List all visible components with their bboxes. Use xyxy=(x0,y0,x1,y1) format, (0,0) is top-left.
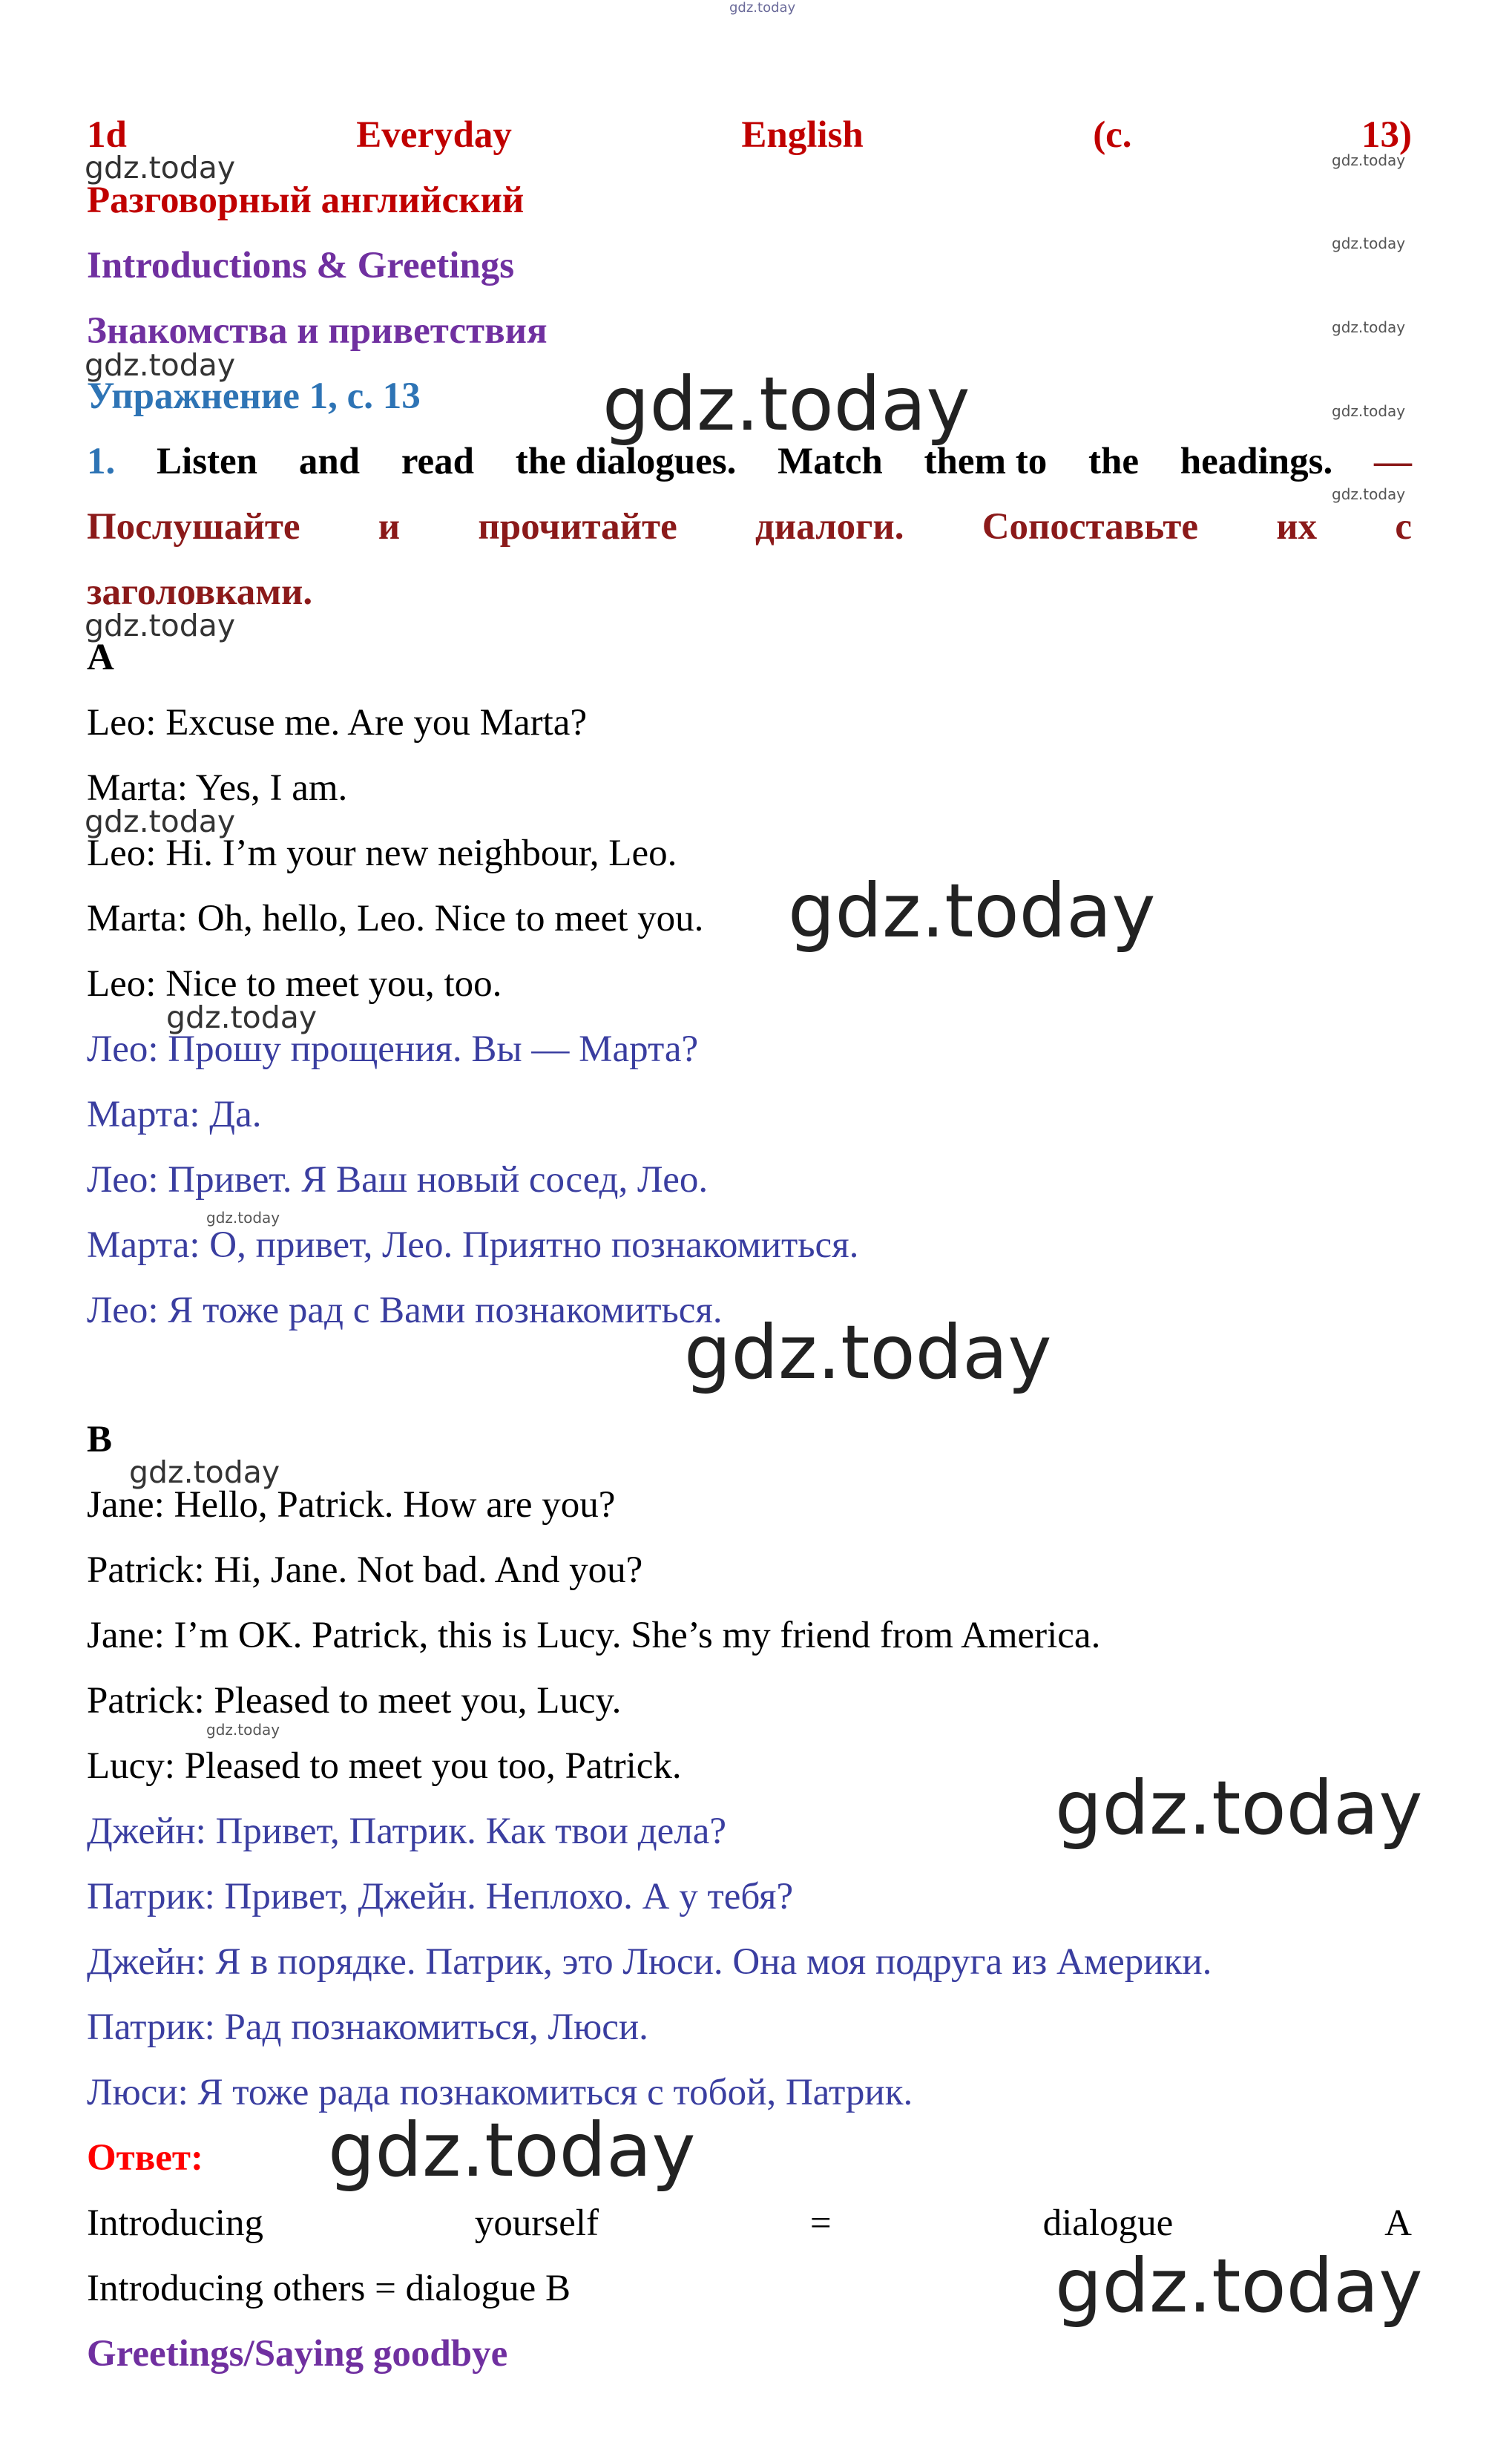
task-word: headings. xyxy=(1180,441,1333,482)
watermark: gdz.today xyxy=(85,347,236,383)
watermark: gdz.today xyxy=(1332,318,1406,336)
dialogue-b-heading: B xyxy=(87,1419,113,1460)
dialogue-line-ru: Марта: Да. xyxy=(87,1094,262,1135)
dialogue-line-ru: Патрик: Привет, Джейн. Неплохо. А у тебя? xyxy=(87,1876,794,1917)
answer-word: dialogue xyxy=(1042,2202,1174,2244)
dialogue-line-ru: Джейн: Привет, Патрик. Как твои дела? xyxy=(87,1811,726,1852)
watermark: gdz.today xyxy=(1332,234,1406,252)
dialogue-line-en: Leo: Hi. I’m your new neighbour, Leo. xyxy=(87,833,677,874)
topic-ru: Знакомства и приветствия xyxy=(87,310,548,352)
task-word: and xyxy=(298,441,361,482)
topic-en: Introductions & Greetings xyxy=(87,245,515,286)
dialogue-line-en: Jane: Hello, Patrick. How are you? xyxy=(87,1484,616,1526)
dialogue-line-en: Patrick: Pleased to meet you, Lucy. xyxy=(87,1680,622,1722)
dialogue-a-heading: A xyxy=(87,637,114,678)
task-word: с xyxy=(1395,506,1412,548)
task-word: them to xyxy=(924,441,1048,482)
watermark: gdz.today xyxy=(1055,1765,1423,1851)
watermark: gdz.today xyxy=(206,1721,280,1739)
next-section-heading: Greetings/Saying goodbye xyxy=(87,2333,508,2375)
watermark: gdz.today xyxy=(1055,2242,1423,2329)
task-word: Сопоставьте xyxy=(982,506,1198,548)
lesson-title xyxy=(87,113,1412,157)
watermark: gdz.today xyxy=(729,0,796,16)
task-word: Match xyxy=(778,441,883,482)
dialogue-line-en: Patrick: Hi, Jane. Not bad. And you? xyxy=(87,1549,643,1591)
task-word: the dialogues. xyxy=(515,441,737,482)
title-word: (с. xyxy=(1093,114,1132,156)
task-number: 1. xyxy=(87,441,116,482)
dialogue-line-ru: Джейн: Я в порядке. Патрик, это Люси. Она моя подруга из Америки. xyxy=(87,1941,1212,1983)
watermark: gdz.today xyxy=(788,867,1156,954)
watermark: gdz.today xyxy=(1332,485,1406,503)
task-ru xyxy=(87,505,1412,549)
dialogue-line-ru: Лео: Я тоже рад с Вами познакомиться. xyxy=(87,1290,723,1331)
watermark: gdz.today xyxy=(328,2107,696,2194)
watermark: gdz.today xyxy=(1332,151,1406,169)
task-dash: — xyxy=(1373,441,1412,482)
exercise-heading: Упражнение 1, с. 13 xyxy=(87,375,421,417)
task-word: прочитайте xyxy=(478,506,677,548)
dialogue-line-en: Leo: Excuse me. Are you Marta? xyxy=(87,702,588,744)
dialogue-line-ru: Марта: О, привет, Лео. Приятно познакомиться. xyxy=(87,1224,859,1266)
watermark: gdz.today xyxy=(1332,402,1406,420)
answer-word: A xyxy=(1384,2202,1412,2244)
dialogue-line-en: Leo: Nice to meet you, too. xyxy=(87,963,502,1005)
task-word: read xyxy=(401,441,475,482)
dialogue-line-ru: Лео: Привет. Я Ваш новый сосед, Лео. xyxy=(87,1159,709,1201)
watermark: gdz.today xyxy=(85,608,236,643)
task-word: их xyxy=(1276,506,1318,548)
title-word: 1d xyxy=(87,114,127,156)
task-word: the xyxy=(1088,441,1139,482)
task-ru-end: заголовками. xyxy=(87,571,313,613)
watermark: gdz.today xyxy=(85,150,236,186)
watermark: gdz.today xyxy=(206,1209,280,1227)
dialogue-line-ru: Патрик: Рад познакомиться, Люси. xyxy=(87,2007,648,2048)
answer-word: = xyxy=(809,2202,832,2244)
dialogue-line-ru: Люси: Я тоже рада познакомиться с тобой, Патрик. xyxy=(87,2072,913,2113)
watermark: gdz.today xyxy=(602,361,970,447)
watermark: gdz.today xyxy=(85,804,236,839)
task-word: и xyxy=(378,506,401,548)
watermark: gdz.today xyxy=(129,1454,280,1490)
title-word: English xyxy=(741,114,864,156)
watermark: gdz.today xyxy=(166,1000,318,1035)
answer-word: Introducing xyxy=(87,2202,263,2244)
dialogue-line-en: Jane: I’m OK. Patrick, this is Lucy. She’s my friend from America. xyxy=(87,1615,1101,1656)
subtitle-ru: Разговорный английский xyxy=(87,180,525,221)
dialogue-line-en: Lucy: Pleased to meet you too, Patrick. xyxy=(87,1745,682,1787)
watermark: gdz.today xyxy=(684,1309,1052,1396)
title-word: 13) xyxy=(1361,114,1412,156)
dialogue-line-en: Marta: Yes, I am. xyxy=(87,767,348,809)
task-word: Listen xyxy=(157,441,258,482)
answer-line-2: Introducing others = dialogue B xyxy=(87,2268,571,2309)
dialogue-line-ru: Лео: Прошу прощения. Вы — Марта? xyxy=(87,1028,699,1070)
answer-line-1 xyxy=(87,2201,1412,2245)
task-word: диалоги. xyxy=(755,506,904,548)
answer-word: yourself xyxy=(474,2202,599,2244)
answer-label: Ответ: xyxy=(87,2137,203,2179)
title-word: Everyday xyxy=(356,114,512,156)
dialogue-line-en: Marta: Oh, hello, Leo. Nice to meet you. xyxy=(87,898,704,939)
task-word: Послушайте xyxy=(87,506,300,548)
